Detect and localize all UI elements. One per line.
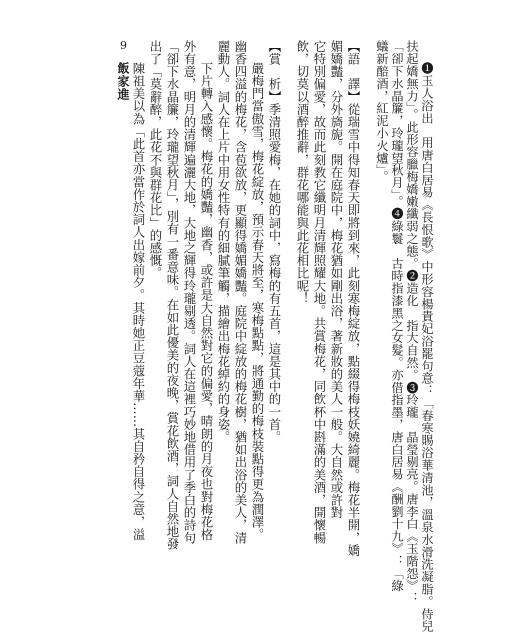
translation-line-2: 媚嬌豔，分外旖旎。開在庭院中，梅花猶如剛出浴，著新妝的美人一般。大自然或許對 xyxy=(329,40,344,519)
analysis-line-5: 外有意，明月的清輝遍灑大地，大地之輝得玲瓏剔透。詞人在這裡巧妙地借用了季白的詩句 xyxy=(182,40,197,544)
page-number: 9 xyxy=(120,39,127,52)
translation-line-1: 【語 譯】從瑞雪中得知春天即將到來，此刻寒梅綻放，點綴得梅枝妖嬈綺麗。梅花半開，嬌 xyxy=(346,40,361,557)
note-line-1: ❶玉人浴出 用唐白居易《長恨歌》中形容楊貴妃浴罷句意：「春寒賜浴華清池，溫泉水滑洗凝脂。侍兒 xyxy=(420,62,434,632)
analysis-line-2: 幽香四溢的梅花，含苞欲放，更顯得嬌媚嬌豔。庭院中綻放的梅花樹，猶如出浴的美人，清 xyxy=(233,40,248,544)
analysis-line-7: 出了「莫辭醉，此花不與群花比」的感慨。 xyxy=(148,40,163,280)
note-line-4: 蟻新醅酒，紅泥小火爐」。 xyxy=(375,40,389,183)
translation-line-4: 飲，切莫以酒醉推辭，群花哪能與此花相比呢！ xyxy=(295,40,310,305)
note-line-2: 扶起嬌無力」。此形容臘梅嬌嫩纖弱之態。❷造化 指大自然。❸玲瓏 晶瑩剔亮。唐李白《玉階怨》： xyxy=(405,40,419,605)
analysis-heading-line: 【賞 析】季清照愛梅，在她的詞中，寫梅的有五首，這是其中的一首。 xyxy=(267,40,282,444)
translation-line-3: 它特別偏愛，故而此刻教它纖明月清輝照耀大地。共賞梅花，同飲杯中斟滿的美酒，開懷暢 xyxy=(312,40,327,544)
analysis-line-8: 陳祖美以為「此首亦當作於詞人出嫁前夕。其時她正豆蔻年華……其自矜自得之意，溢 xyxy=(131,62,146,541)
analysis-line-3: 麗動人。詞人在上片中用女性特有的細膩筆觸，描繪出梅花綽約的身姿。 xyxy=(216,40,231,444)
analysis-line-6: 「卻下水晶簾，玲瓏望秋月」，別有一番意味。在如此優美的夜晚，賞花飲酒，詞人自然地發 xyxy=(165,40,180,551)
analysis-line-1: 嚴梅門當傲雪，梅花綻放，預示春天將至，寒梅點點，將通勤的梅枝裝點得更為潤澤。 xyxy=(250,62,265,541)
analysis-line-4: 下片轉入感懷。梅花的嬌豔，幽香，或許是大自然對它的偏愛，晴朗的月夜也對梅花格 xyxy=(199,62,214,541)
note-line-3: 「卻下水晶簾，玲瓏望秋月」。❹綠鬟 古時指漆黑之女髮。亦借指墨，唐白居易《酬劉十九》：「綠 xyxy=(390,40,404,592)
running-head-title: 飯家進 xyxy=(116,62,130,101)
